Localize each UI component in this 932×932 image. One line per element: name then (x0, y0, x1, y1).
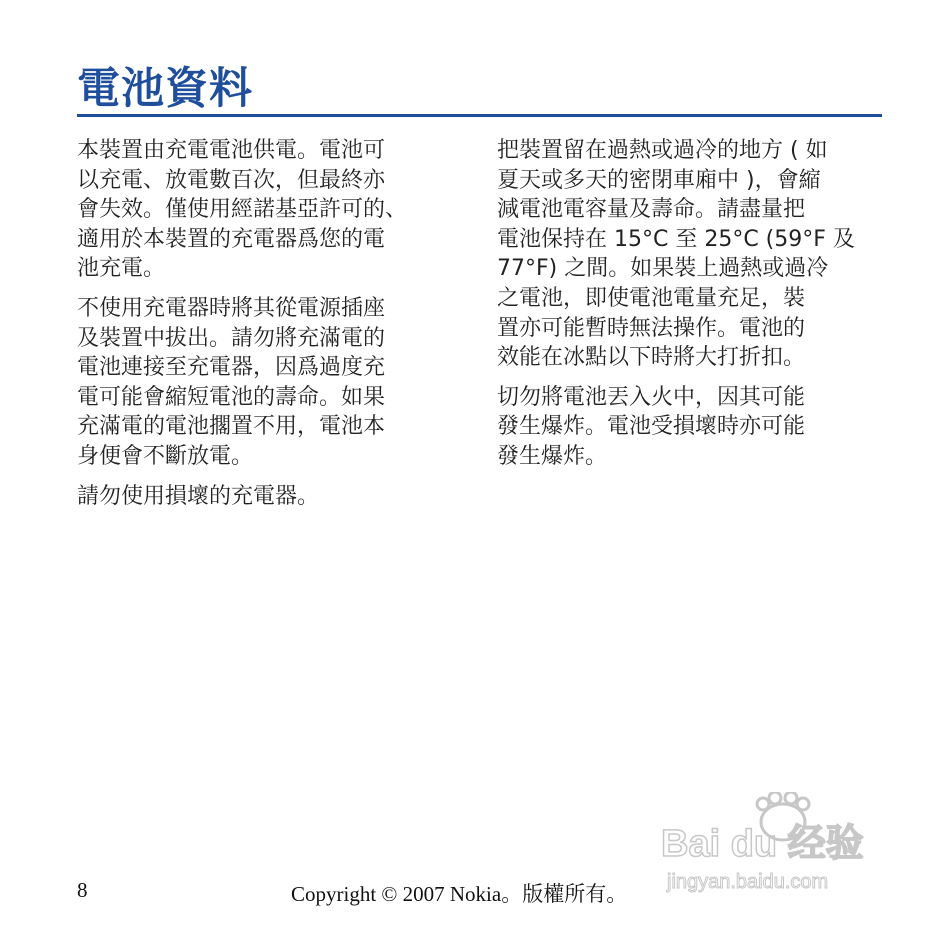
watermark-brand: Bai du 经验 (661, 823, 864, 865)
left-column (77, 136, 449, 521)
copyright-notice: Copyright © 2007 Nokia。版權所有。 (291, 882, 628, 906)
page-number: 8 (77, 878, 88, 902)
paragraph-left-3: 請勿使用損壞的充電器。 (77, 483, 320, 509)
watermark-url: jingyan.baidu.com (667, 871, 829, 893)
paragraph-right-1: 把裝置留在過熱或過冷的地方 ( 如 夏天或多天的密閉車廂中 )，會縮 減電池電容量及壽命。請盡量把 電池保持在 15°C 至 25°C (59°F 及 77°F) 之間。如果裝上過熱或過冷 之電池，即使電池電量充足，裝 置亦可能暫時無法操作。電池的 效能在冰點以下時將大打折扣。 (497, 138, 855, 371)
title-divider (77, 114, 882, 117)
paragraph-right-2: 切勿將電池丟入火中，因其可能 發生爆炸。電池受損壞時亦可能 發生爆炸。 (497, 384, 806, 469)
baidu-watermark (655, 792, 885, 902)
page-title: 電池資料 (77, 64, 253, 114)
paragraph-left-1: 本裝置由充電電池供電。電池可 以充電、放電數百次，但最終亦 會失效。僅使用經諾基亞許可的、 適用於本裝置的充電器爲您的電 池充電。 (77, 138, 408, 282)
right-column (497, 136, 885, 482)
paragraph-left-2: 不使用充電器時將其從電源插座 及裝置中拔出。請勿將充滿電的 電池連接至充電器，因爲過度充 電可能會縮短電池的壽命。如果 充滿電的電池擱置不用，電池本 身便會不斷放電。 (77, 295, 386, 469)
